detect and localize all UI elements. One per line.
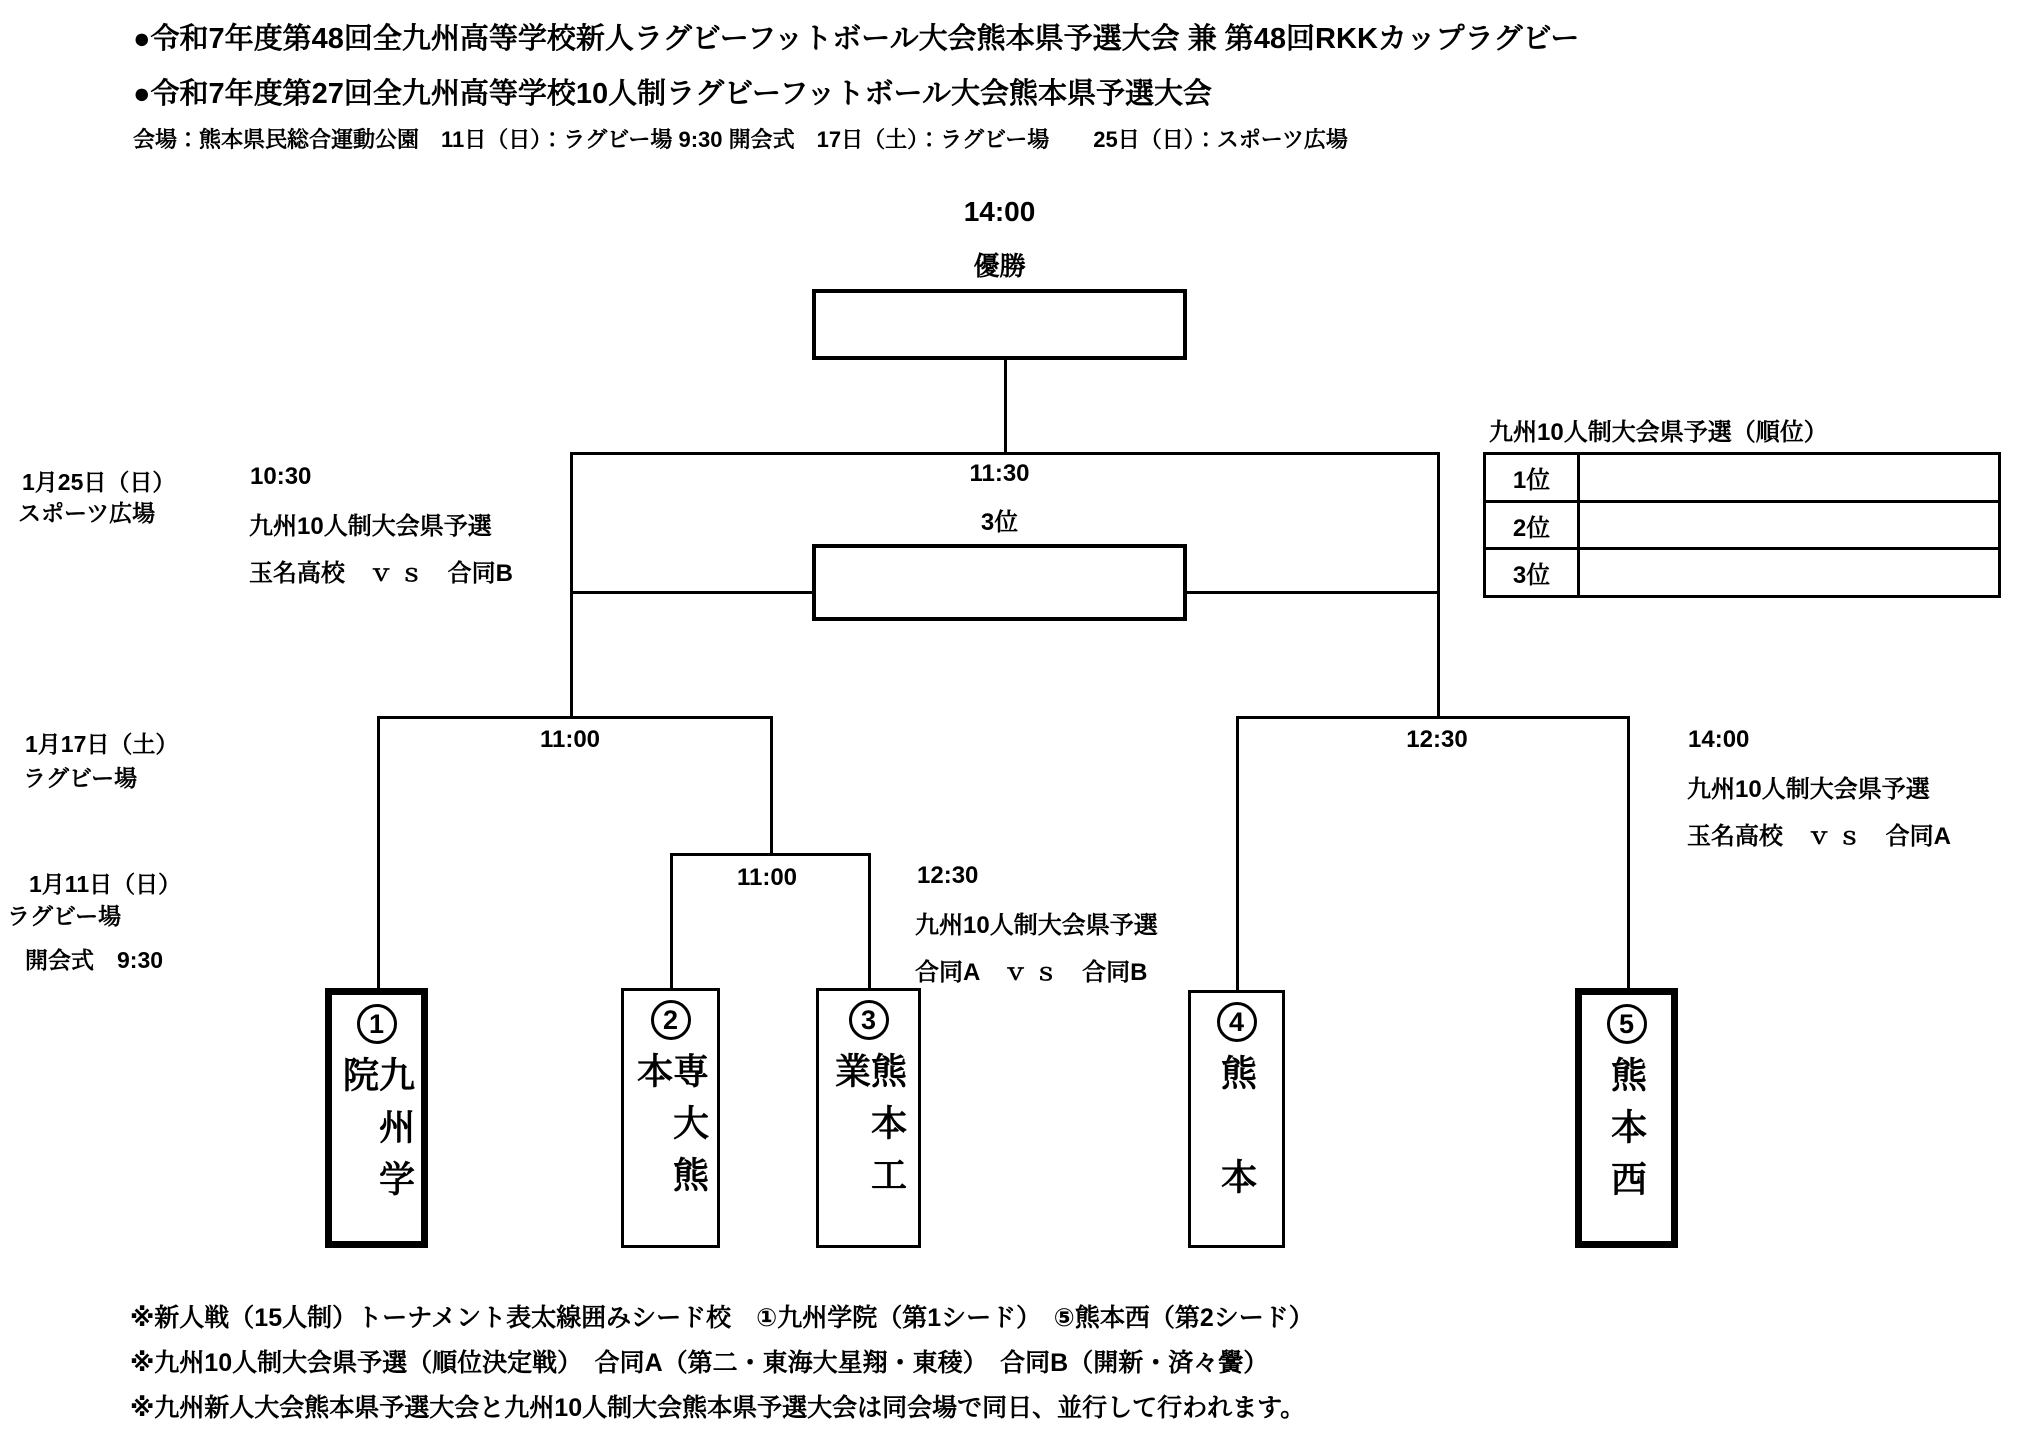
side-event1-name: 九州10人制大会県予選 <box>249 513 492 540</box>
day-label-jan11-venue: ラグビー場 <box>7 903 122 929</box>
left-semifinal-time: 11:00 <box>539 726 601 753</box>
day-label-jan25-venue: スポーツ広場 <box>18 500 156 526</box>
ranking-row-1-value <box>1580 455 1998 500</box>
team3-name: 熊本工業 <box>830 1052 908 1208</box>
side-event3-name: 九州10人制大会県予選 <box>1687 776 1930 803</box>
page-title-line2: ●令和7年度第27回全九州高等学校10人制ラグビーフットボール大会熊本県予選大会 <box>133 78 1212 110</box>
ranking-table <box>1483 452 2001 598</box>
side-event1-time: 10:30 <box>250 463 312 490</box>
thirdplace-label: 3位 <box>980 509 1019 536</box>
line-semifinal-bar <box>570 452 1440 455</box>
champion-label: 優勝 <box>973 251 1026 281</box>
team-box-kumamoto-nishi <box>1575 988 1678 1248</box>
ranking-row-2 <box>1486 503 1998 551</box>
line-right-quarter-bar <box>1236 716 1630 719</box>
note-same-venue: ※九州新人大会熊本県予選大会と九州10人制大会熊本県予選大会は同会場で同日、並行して行われます。 <box>130 1394 1306 1422</box>
day-label-jan17-venue: ラグビー場 <box>23 765 138 791</box>
line-semifinal-right-drop <box>1437 452 1440 719</box>
note-seeds: ※新人戦（15人制）トーナメント表太線囲みシード校 ①九州学院（第1シード） ⑤熊本西（第2シード） <box>130 1304 1314 1332</box>
ranking-table-title: 九州10人制大会県予選（順位） <box>1489 419 1828 446</box>
ranking-row-3 <box>1486 550 1998 595</box>
line-team2-stem <box>670 853 673 990</box>
team2-name: 専大熊本 <box>632 1052 710 1208</box>
thirdplace-box <box>812 544 1187 621</box>
side-event2-time: 12:30 <box>917 862 979 889</box>
side-event2-name: 九州10人制大会県予選 <box>915 912 1158 939</box>
line-thirdplace-left <box>570 591 812 594</box>
team2-seed-number: 2 <box>651 1000 691 1040</box>
team4-seed-number: 4 <box>1217 1002 1257 1042</box>
team3-seed-number: 3 <box>849 1000 889 1040</box>
line-team5-stem <box>1627 716 1630 988</box>
page-title-line1: ●令和7年度第48回全九州高等学校新人ラグビーフットボール大会熊本県予選大会 兼 第48回RKKカップラグビー <box>133 23 1580 55</box>
day-label-jan11-date: 1月11日（日） <box>29 871 182 897</box>
line-thirdplace-right <box>1187 591 1437 594</box>
line-team3-stem <box>868 853 871 990</box>
side-event2-match: 合同A ｖ ｓ 合同B <box>915 959 1148 986</box>
day-label-opening-ceremony: 開会式 9:30 <box>25 947 164 973</box>
line-final-stem <box>1004 360 1007 452</box>
ranking-row-3-rank: 3位 <box>1486 550 1580 595</box>
line-team1-stem <box>377 716 380 988</box>
line-semifinal-left-drop <box>570 452 573 718</box>
line-team4-stem <box>1236 716 1239 990</box>
team5-seed-number: 5 <box>1607 1004 1647 1044</box>
ranking-row-1-rank: 1位 <box>1486 455 1580 500</box>
day-label-jan25-date: 1月25日（日） <box>22 469 176 495</box>
team1-name: 九州学院 <box>338 1056 416 1212</box>
champion-box <box>812 289 1187 360</box>
team1-seed-number: 1 <box>357 1004 397 1044</box>
venue-schedule-line: 会場：熊本県民総合運動公園 11日（日）：ラグビー場 9:30 開会式 17日（土）：ラグビー場 25日（日）：スポーツ広場 <box>133 127 1348 152</box>
ranking-row-2-rank: 2位 <box>1486 503 1580 548</box>
ranking-row-1 <box>1486 455 1998 503</box>
first-round-time: 11:00 <box>736 864 798 891</box>
thirdplace-time: 11:30 <box>969 460 1030 487</box>
line-firstround-bar <box>670 853 871 856</box>
team-box-sendai-kumamoto <box>621 988 720 1248</box>
right-semifinal-time: 12:30 <box>1406 726 1468 753</box>
team-box-kyushu-gakuin <box>325 988 428 1248</box>
team-box-kumamoto-kogyo <box>816 988 921 1248</box>
side-event1-match: 玉名高校 ｖ ｓ 合同B <box>249 560 513 587</box>
line-left-quarter-bar <box>377 716 773 719</box>
final-time: 14:00 <box>963 196 1036 227</box>
side-event3-time: 14:00 <box>1688 726 1750 753</box>
ranking-row-2-value <box>1580 503 1998 548</box>
team-box-kumamoto <box>1188 990 1285 1248</box>
side-event3-match: 玉名高校 ｖ ｓ 合同A <box>1687 823 1951 850</box>
team4-name: 熊 本 <box>1216 1054 1258 1210</box>
note-combined-teams: ※九州10人制大会県予選（順位決定戦） 合同A（第二・東海大星翔・東稜） 合同B（開新・済々黌） <box>130 1349 1269 1377</box>
ranking-row-3-value <box>1580 550 1998 595</box>
team5-name: 熊本西 <box>1606 1056 1648 1212</box>
day-label-jan17-date: 1月17日（土） <box>25 731 179 757</box>
line-firstround-stem <box>770 716 773 856</box>
